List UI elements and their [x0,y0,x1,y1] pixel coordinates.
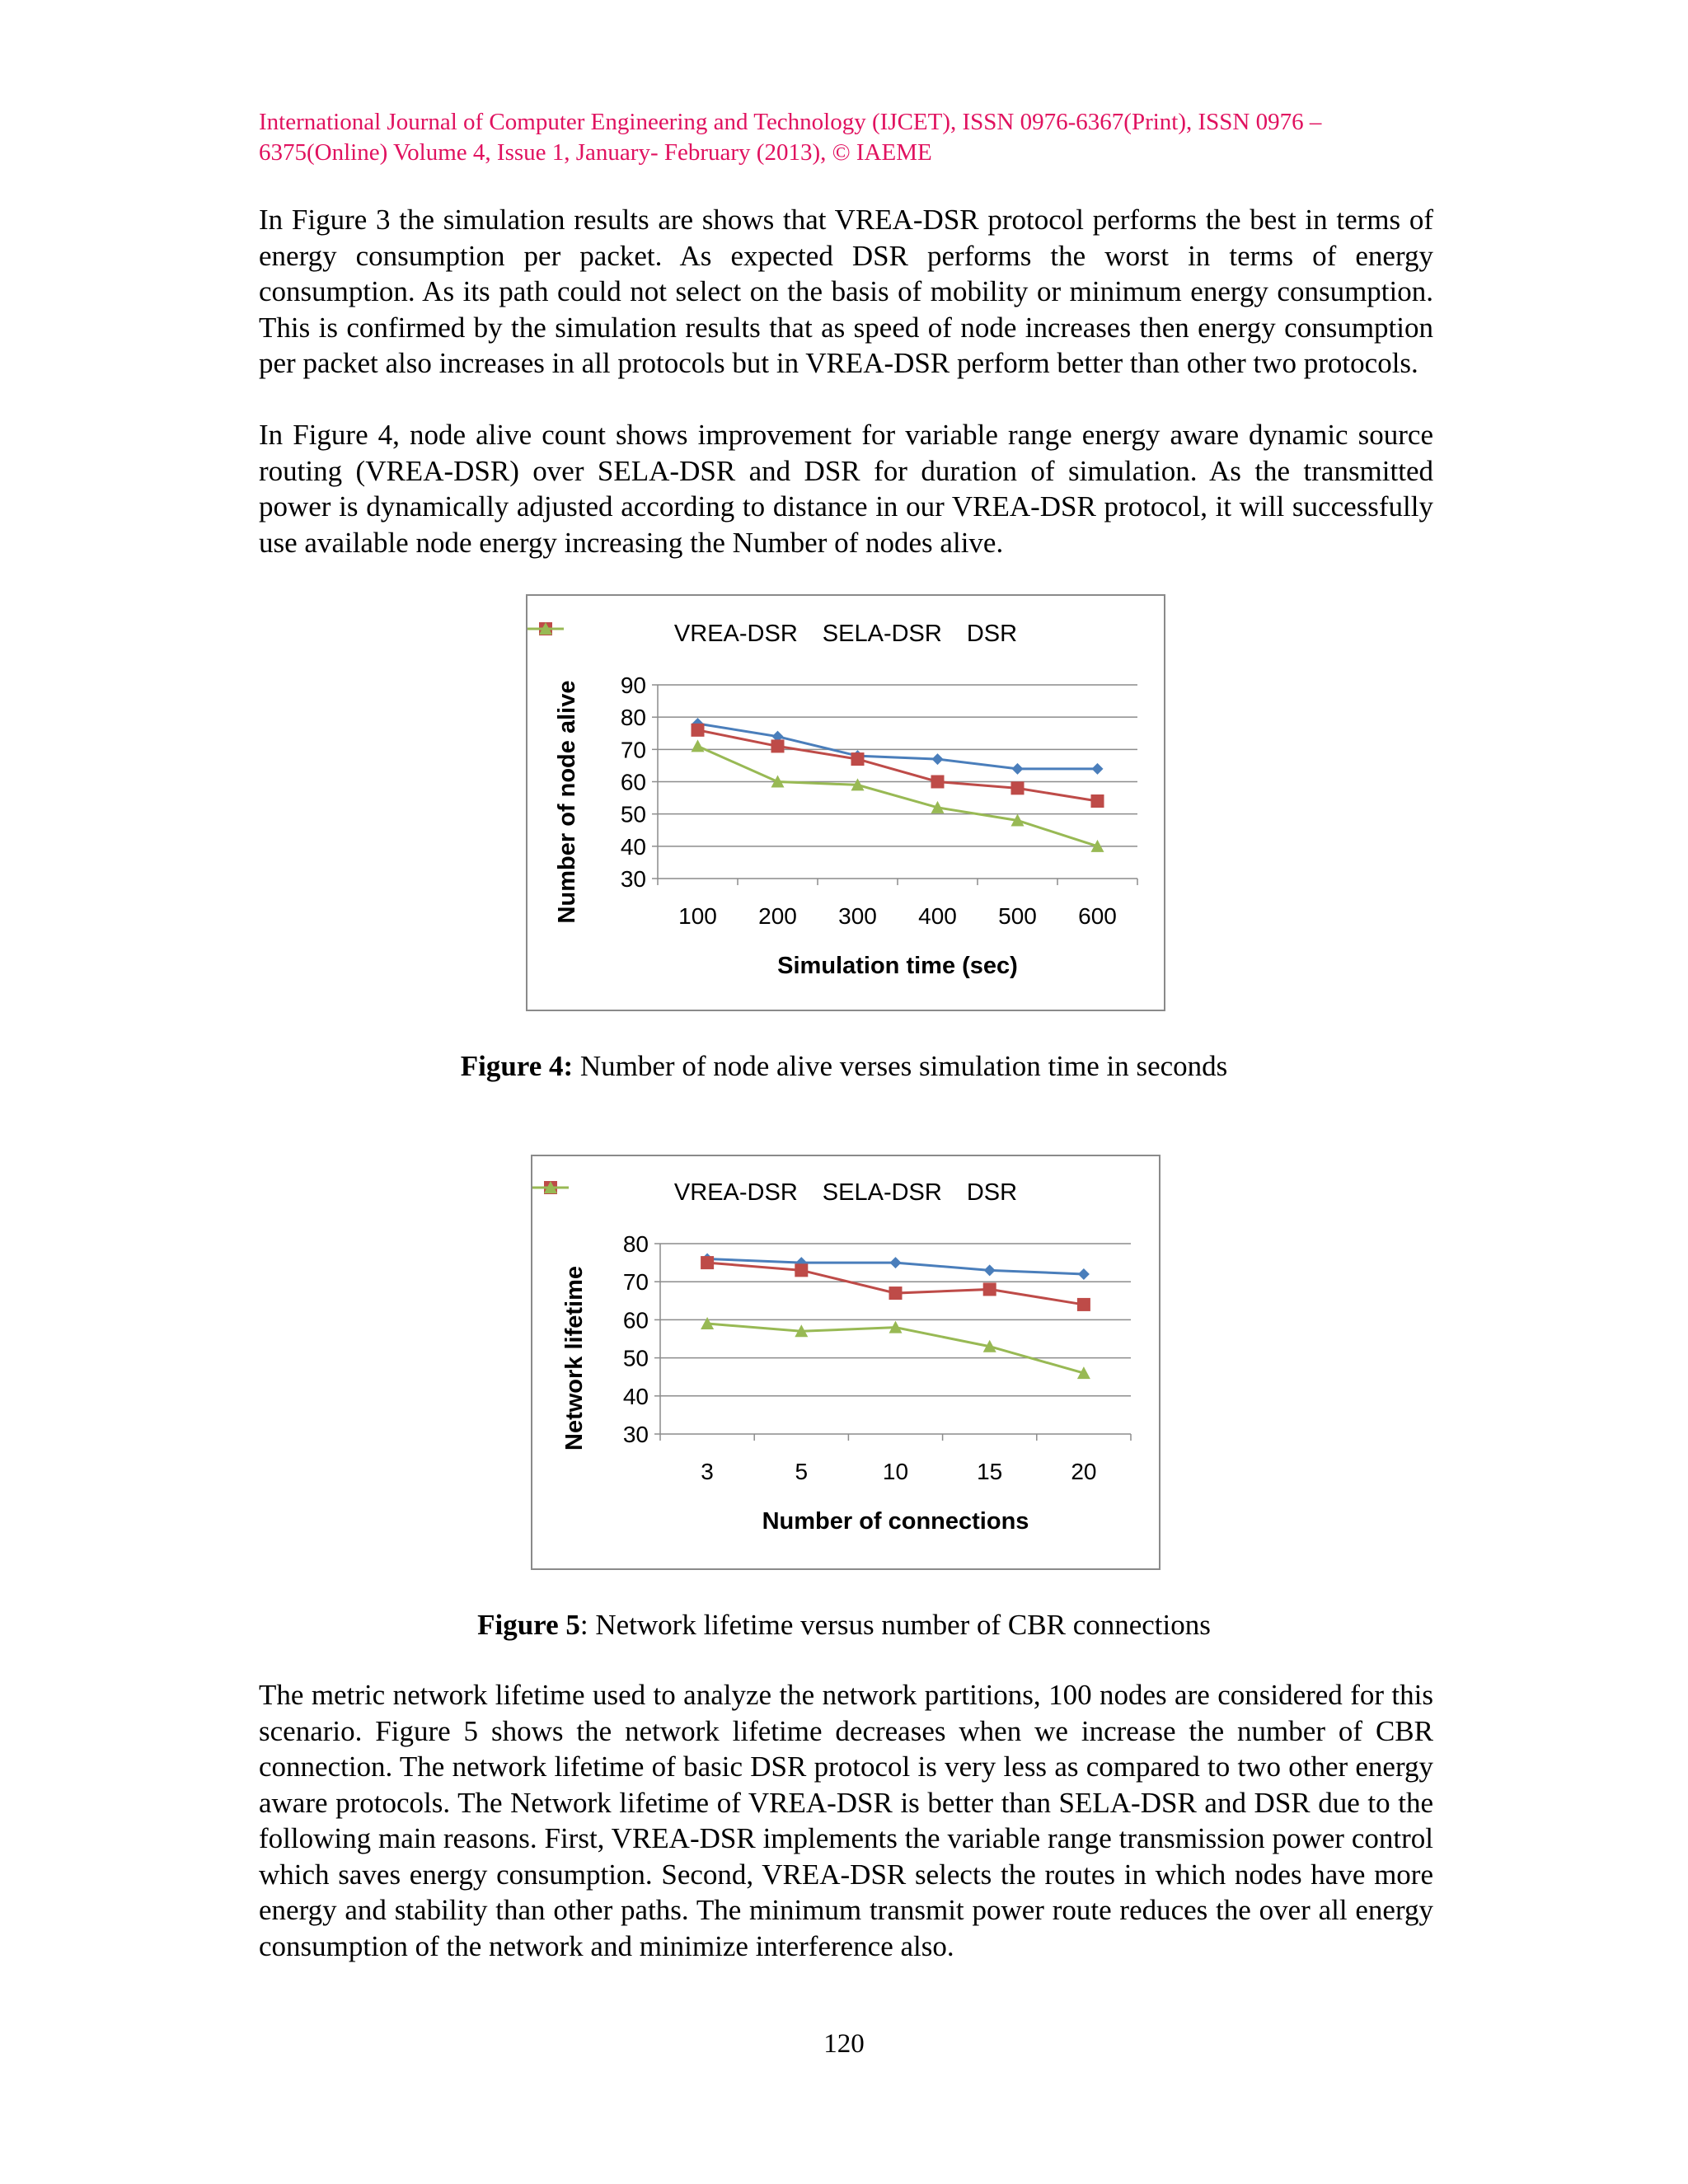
figure4-y-axis-title: Number of node alive [554,680,580,924]
journal-header-line2: 6375(Online) Volume 4, Issue 1, January- February (2013), © IAEME [259,139,932,166]
paragraph-figure3-discussion: In Figure 3 the simulation results are shows that VREA-DSR protocol performs the best in terms of energy consumption per packet. As expected DSR performs the worst in terms of energy consumption. As its path could not select on the basis of mobility or minimum energy consumption. This is confirmed by the simulation results that as speed of node increases then energy consumption per packet also increases in all protocols but in VREA-DSR perform better than other two protocols. [259,204,1433,379]
figure5-data-point-sela-dsr [795,1263,808,1277]
y-tick-label: 50 [620,801,646,827]
figure5-data-point-sela-dsr [701,1256,714,1269]
figure4-data-point-sela-dsr [931,776,945,789]
y-tick-label: 50 [622,1345,649,1371]
journal-header [259,107,1433,168]
y-tick-label: 90 [620,673,646,698]
figure5-data-point-sela-dsr [1077,1298,1090,1311]
legend-label: DSR [966,1179,1018,1206]
figure4-data-point-vrea-dsr [1092,763,1104,775]
figure4-series-line-vrea-dsr [698,724,1098,769]
figure5-data-point-sela-dsr [983,1282,996,1296]
x-tick-label: 600 [1078,903,1117,929]
legend-label: DSR [966,621,1018,647]
legend-label: VREA-DSR [673,1179,798,1206]
x-tick-label: 3 [701,1459,714,1484]
y-tick-label: 70 [622,1269,649,1296]
figure4-chart [526,594,1165,1011]
figure4-caption [0,1048,1688,1084]
x-tick-label: 15 [977,1459,1003,1484]
figure5-data-point-vrea-dsr [890,1257,902,1268]
figure5-data-point-vrea-dsr [1078,1268,1090,1280]
figure5-y-axis-title: Network lifetime [561,1266,588,1451]
y-tick-label: 30 [620,866,646,892]
journal-header-line1: International Journal of Computer Engineering and Technology (IJCET), ISSN 0976-6367(Print), ISSN 0976 – [259,109,1322,135]
figure5-data-point-vrea-dsr [984,1264,996,1276]
y-tick-label: 80 [620,705,646,731]
figure4-caption-label: Figure 4: [460,1050,574,1082]
figure5-data-point-sela-dsr [889,1286,903,1300]
x-tick-label: 5 [795,1459,809,1484]
y-tick-label: 30 [622,1422,649,1447]
figure4-data-point-sela-dsr [692,724,705,737]
figure4-data-point-sela-dsr [851,752,865,766]
figure4-series-line-dsr [698,746,1098,846]
x-tick-label: 500 [998,903,1037,929]
x-tick-label: 300 [838,903,877,929]
x-tick-label: 100 [678,903,717,929]
paragraph-figure5-discussion: The metric network lifetime used to analyze the network partitions, 100 nodes are considered for this scenario. Figure 5 shows the network lifetime decreases when we increase the number of CBR connection. The network lifetime of basic DSR protocol is very less as compared to two other energy aware protocols. The Network lifetime of VREA-DSR is better than SELA-DSR and DSR due to the following main reasons. First, VREA-DSR implements the variable range transmission power control which saves energy consumption. Second, VREA-DSR selects the routes in which nodes have more energy and stability than other paths. The minimum transmit power route reduces the over all energy consumption of the network and minimize interference also. [259,1679,1433,1962]
paragraph-figure4-discussion: In Figure 4, node alive count shows improvement for variable range energy aware dynamic source routing (VREA-DSR) over SELA-DSR and DSR for duration of simulation. As the transmitted power is dynamically adjusted according to distance in our VREA-DSR protocol, it will successfully use available node energy increasing the Number of nodes alive. [259,419,1433,559]
figure4-x-axis-title: Simulation time (sec) [777,953,1018,979]
figure5-caption-label: Figure 5 [477,1609,580,1641]
figure4-data-point-sela-dsr [771,739,785,752]
y-tick-label: 70 [620,737,646,763]
y-tick-label: 80 [622,1231,649,1257]
legend-label: VREA-DSR [673,621,798,647]
y-tick-label: 60 [622,1307,649,1333]
figure5-caption [0,1607,1688,1643]
figure4-series-line-sela-dsr [698,730,1098,801]
legend-label: SELA-DSR [822,1179,942,1206]
figure5-x-axis-title: Number of connections [762,1508,1029,1535]
figure4-plot [528,596,1164,1010]
y-tick-label: 40 [620,833,646,860]
x-tick-label: 400 [918,903,957,929]
figure4-caption-text: Number of node alive verses simulation time in seconds [573,1050,1228,1082]
legend-label: SELA-DSR [822,621,942,647]
figure4-data-point-vrea-dsr [932,753,944,765]
page-number: 120 [823,2029,865,2059]
x-tick-label: 20 [1071,1459,1097,1484]
y-tick-label: 40 [622,1383,649,1409]
figure4-data-point-vrea-dsr [1012,763,1024,775]
y-tick-label: 60 [620,769,646,795]
figure5-plot [532,1156,1159,1568]
figure4-data-point-dsr [692,739,705,752]
x-tick-label: 10 [882,1459,909,1484]
figure4-data-point-sela-dsr [1091,794,1104,808]
x-tick-label: 200 [758,903,797,929]
figure5-caption-text: : Network lifetime versus number of CBR connections [579,1609,1211,1641]
figure5-chart [531,1155,1160,1570]
figure4-data-point-sela-dsr [1011,781,1025,794]
